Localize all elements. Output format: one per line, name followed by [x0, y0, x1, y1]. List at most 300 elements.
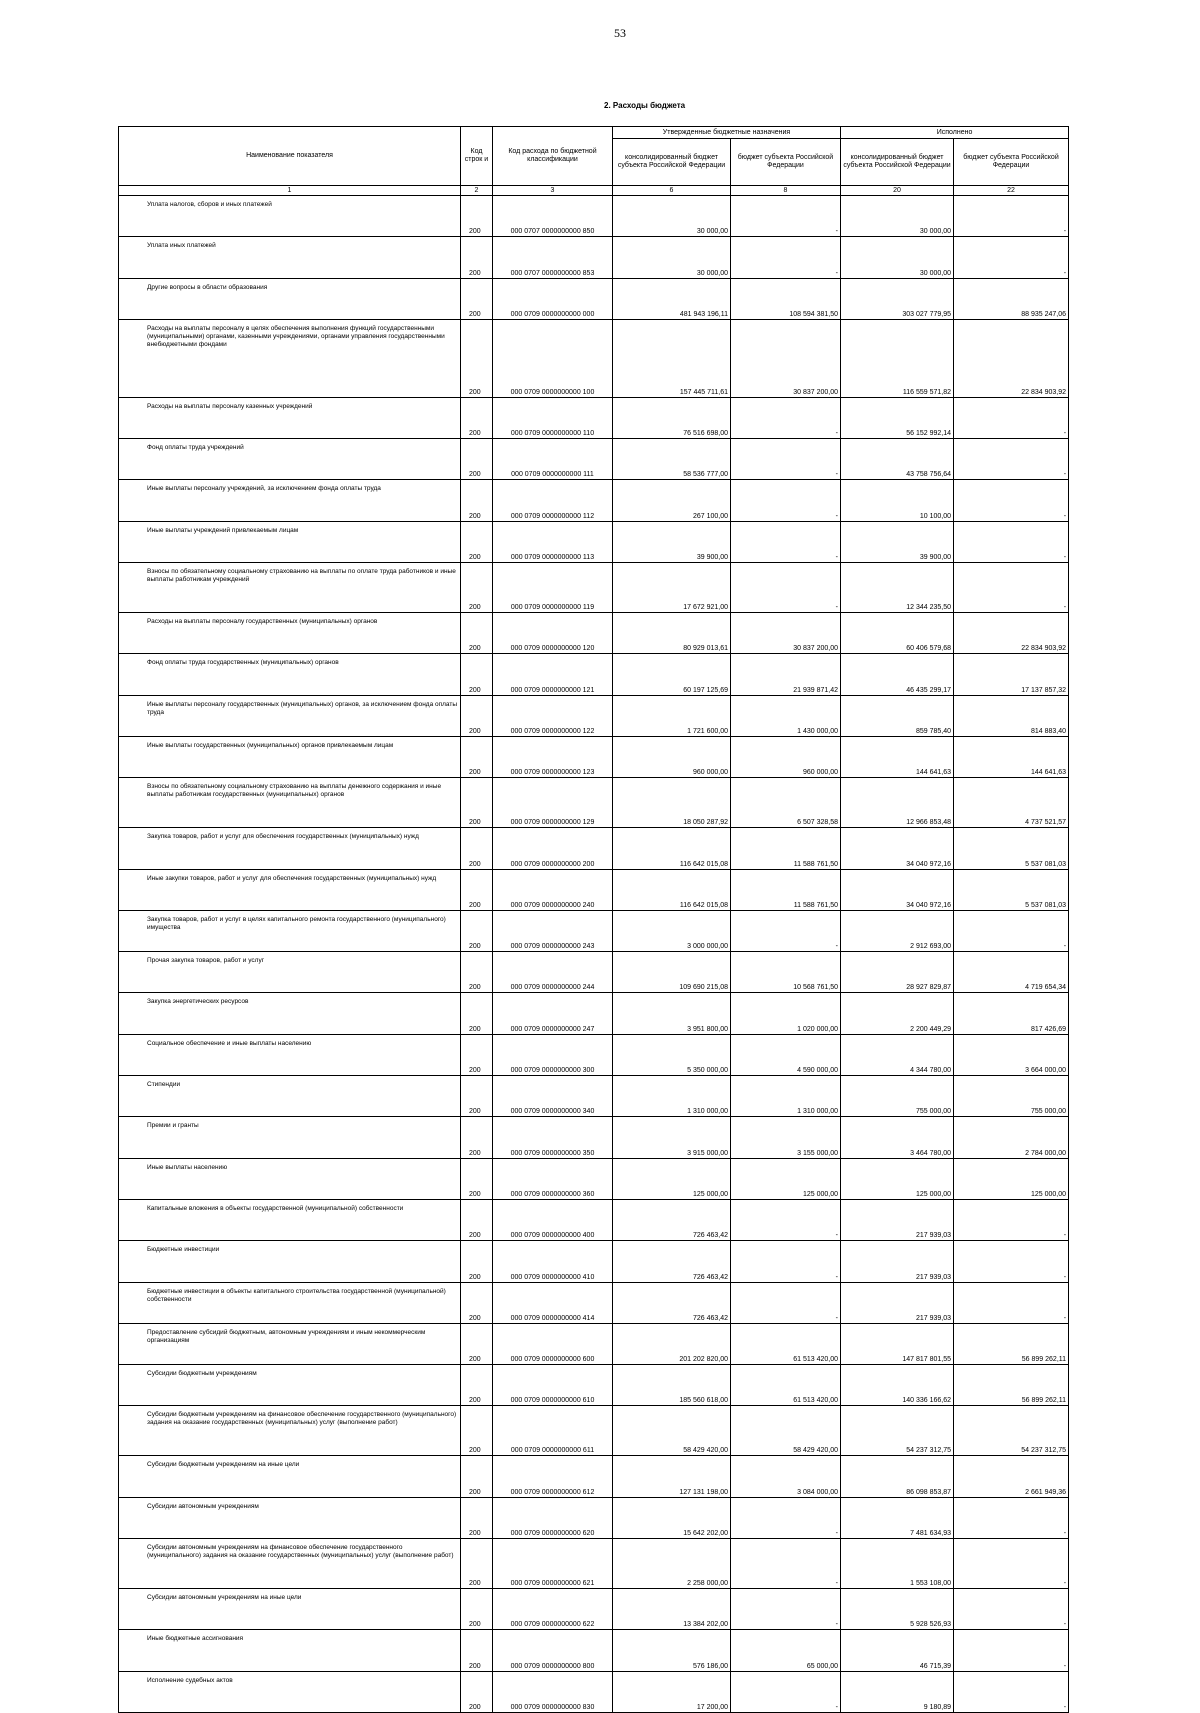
row-executed-subject: 17 137 857,32 [954, 654, 1069, 695]
row-executed-subject: 56 899 262,11 [954, 1323, 1069, 1364]
row-name: Субсидии бюджетным учреждениям на финансовое обеспечение государственного (муниципального) задания на оказание государственных (муниципальных) услуг (выполнение работ) [119, 1406, 461, 1456]
row-approved-subject: 1 020 000,00 [731, 993, 841, 1034]
header-num-2: 2 [461, 186, 493, 196]
row-line-code: 200 [461, 869, 493, 910]
table-row [119, 1497, 1069, 1538]
row-executed-subject: 817 426,69 [954, 993, 1069, 1034]
row-name: Субсидии автономным учреждениям на иные цели [119, 1589, 461, 1630]
table-row [119, 1323, 1069, 1364]
row-executed-consolidated: 2 200 449,29 [841, 993, 954, 1034]
table-row [119, 1365, 1069, 1406]
row-executed-consolidated: 9 180,89 [841, 1671, 954, 1712]
row-name: Расходы на выплаты персоналу государственных (муниципальных) органов [119, 613, 461, 654]
row-executed-subject: 4 737 521,57 [954, 778, 1069, 828]
row-approved-subject: - [731, 439, 841, 480]
row-approved-consolidated: 18 050 287,92 [613, 778, 731, 828]
row-approved-subject: 65 000,00 [731, 1630, 841, 1671]
row-executed-consolidated: 86 098 853,87 [841, 1456, 954, 1497]
row-approved-consolidated: 960 000,00 [613, 736, 731, 777]
row-executed-subject: 5 537 081,03 [954, 828, 1069, 869]
row-executed-subject: 88 935 247,06 [954, 278, 1069, 319]
row-approved-subject: - [731, 910, 841, 951]
row-executed-subject: 2 661 949,36 [954, 1456, 1069, 1497]
row-expense-code: 000 0709 0000000000 400 [493, 1199, 613, 1240]
row-executed-subject: 56 899 262,11 [954, 1365, 1069, 1406]
row-line-code: 200 [461, 1034, 493, 1075]
row-name: Закупка товаров, работ и услуг в целях капитального ремонта государственного (муниципального) имущества [119, 910, 461, 951]
table-row [119, 521, 1069, 562]
row-executed-consolidated: 859 785,40 [841, 695, 954, 736]
row-approved-subject: - [731, 563, 841, 613]
row-line-code: 200 [461, 1589, 493, 1630]
row-approved-subject: - [731, 521, 841, 562]
row-line-code: 200 [461, 654, 493, 695]
row-executed-consolidated: 28 927 829,87 [841, 952, 954, 993]
row-approved-consolidated: 127 131 198,00 [613, 1456, 731, 1497]
row-name: Субсидии бюджетным учреждениям [119, 1365, 461, 1406]
table-row [119, 1199, 1069, 1240]
header-approved-consolidated: консолидированный бюджет субъекта Российской Федерации [613, 139, 731, 186]
row-executed-subject: 5 537 081,03 [954, 869, 1069, 910]
table-row [119, 1671, 1069, 1712]
row-executed-subject: 22 834 903,92 [954, 613, 1069, 654]
row-executed-subject: - [954, 397, 1069, 438]
row-name: Иные выплаты персоналу государственных (муниципальных) органов, за исключением фонда оплаты труда [119, 695, 461, 736]
row-expense-code: 000 0709 0000000000 410 [493, 1241, 613, 1282]
row-expense-code: 000 0709 0000000000 121 [493, 654, 613, 695]
row-expense-code: 000 0709 0000000000 600 [493, 1323, 613, 1364]
row-approved-subject: 30 837 200,00 [731, 613, 841, 654]
row-name: Иные бюджетные ассигнования [119, 1630, 461, 1671]
header-num-8: 8 [731, 186, 841, 196]
row-approved-subject: 125 000,00 [731, 1158, 841, 1199]
row-approved-subject: 3 155 000,00 [731, 1117, 841, 1158]
header-expense-code: Код расхода по бюджетной классификации [493, 127, 613, 186]
row-executed-consolidated: 144 641,63 [841, 736, 954, 777]
row-executed-consolidated: 217 939,03 [841, 1199, 954, 1240]
row-executed-consolidated: 116 559 571,82 [841, 319, 954, 397]
row-name: Закупка товаров, работ и услуг для обеспечения государственных (муниципальных) нужд [119, 828, 461, 869]
table-row [119, 695, 1069, 736]
row-expense-code: 000 0709 0000000000 000 [493, 278, 613, 319]
row-expense-code: 000 0709 0000000000 123 [493, 736, 613, 777]
table-row [119, 613, 1069, 654]
row-expense-code: 000 0709 0000000000 120 [493, 613, 613, 654]
row-line-code: 200 [461, 910, 493, 951]
row-name: Социальное обеспечение и иные выплаты населению [119, 1034, 461, 1075]
row-expense-code: 000 0709 0000000000 611 [493, 1406, 613, 1456]
row-executed-consolidated: 12 966 853,48 [841, 778, 954, 828]
row-approved-consolidated: 3 000 000,00 [613, 910, 731, 951]
row-approved-consolidated: 576 186,00 [613, 1630, 731, 1671]
row-executed-subject: - [954, 1671, 1069, 1712]
row-name: Бюджетные инвестиции [119, 1241, 461, 1282]
header-num-3: 3 [493, 186, 613, 196]
row-approved-consolidated: 17 200,00 [613, 1671, 731, 1712]
row-line-code: 200 [461, 1241, 493, 1282]
row-executed-consolidated: 303 027 779,95 [841, 278, 954, 319]
row-approved-consolidated: 17 672 921,00 [613, 563, 731, 613]
row-name: Другие вопросы в области образования [119, 278, 461, 319]
table-row [119, 439, 1069, 480]
row-expense-code: 000 0709 0000000000 112 [493, 480, 613, 521]
row-executed-consolidated: 3 464 780,00 [841, 1117, 954, 1158]
row-name: Фонд оплаты труда учреждений [119, 439, 461, 480]
row-approved-consolidated: 58 536 777,00 [613, 439, 731, 480]
row-expense-code: 000 0709 0000000000 113 [493, 521, 613, 562]
row-approved-consolidated: 58 429 420,00 [613, 1406, 731, 1456]
row-name: Иные выплаты населению [119, 1158, 461, 1199]
header-num-20: 20 [841, 186, 954, 196]
row-approved-consolidated: 267 100,00 [613, 480, 731, 521]
row-executed-subject: - [954, 521, 1069, 562]
row-expense-code: 000 0707 0000000000 853 [493, 237, 613, 278]
row-approved-subject: 58 429 420,00 [731, 1406, 841, 1456]
row-executed-subject: 54 237 312,75 [954, 1406, 1069, 1456]
row-expense-code: 000 0709 0000000000 122 [493, 695, 613, 736]
row-approved-consolidated: 116 642 015,08 [613, 869, 731, 910]
section-title: 2. Расходы бюджета [604, 101, 686, 110]
row-executed-consolidated: 10 100,00 [841, 480, 954, 521]
row-line-code: 200 [461, 1323, 493, 1364]
table-row [119, 278, 1069, 319]
row-approved-subject: - [731, 1671, 841, 1712]
row-executed-subject: - [954, 1497, 1069, 1538]
row-executed-subject: - [954, 480, 1069, 521]
row-executed-subject: 125 000,00 [954, 1158, 1069, 1199]
row-expense-code: 000 0709 0000000000 110 [493, 397, 613, 438]
row-line-code: 200 [461, 1630, 493, 1671]
table-row [119, 1539, 1069, 1589]
row-expense-code: 000 0709 0000000000 244 [493, 952, 613, 993]
row-name: Премии и гранты [119, 1117, 461, 1158]
row-name: Иные выплаты персоналу учреждений, за исключением фонда оплаты труда [119, 480, 461, 521]
row-line-code: 200 [461, 196, 493, 237]
table-row [119, 1630, 1069, 1671]
row-approved-subject: - [731, 1589, 841, 1630]
row-approved-subject: 960 000,00 [731, 736, 841, 777]
row-expense-code: 000 0709 0000000000 610 [493, 1365, 613, 1406]
row-executed-subject: - [954, 563, 1069, 613]
header-num-6: 6 [613, 186, 731, 196]
row-approved-subject: 11 588 761,50 [731, 828, 841, 869]
row-executed-consolidated: 60 406 579,68 [841, 613, 954, 654]
row-approved-consolidated: 2 258 000,00 [613, 1539, 731, 1589]
table-row [119, 319, 1069, 397]
row-executed-consolidated: 125 000,00 [841, 1158, 954, 1199]
row-line-code: 200 [461, 828, 493, 869]
row-executed-consolidated: 1 553 108,00 [841, 1539, 954, 1589]
row-approved-subject: 108 594 381,50 [731, 278, 841, 319]
row-name: Прочая закупка товаров, работ и услуг [119, 952, 461, 993]
row-expense-code: 000 0709 0000000000 340 [493, 1076, 613, 1117]
row-executed-subject: - [954, 1241, 1069, 1282]
row-expense-code: 000 0709 0000000000 620 [493, 1497, 613, 1538]
table-row [119, 736, 1069, 777]
row-executed-consolidated: 12 344 235,50 [841, 563, 954, 613]
row-name: Расходы на выплаты персоналу казенных учреждений [119, 397, 461, 438]
row-executed-consolidated: 217 939,03 [841, 1241, 954, 1282]
row-approved-consolidated: 116 642 015,08 [613, 828, 731, 869]
row-executed-consolidated: 34 040 972,16 [841, 828, 954, 869]
row-approved-subject: 6 507 328,58 [731, 778, 841, 828]
row-line-code: 200 [461, 1365, 493, 1406]
row-expense-code: 000 0709 0000000000 240 [493, 869, 613, 910]
row-line-code: 200 [461, 278, 493, 319]
row-executed-subject: - [954, 910, 1069, 951]
row-expense-code: 000 0709 0000000000 200 [493, 828, 613, 869]
row-executed-subject: - [954, 1199, 1069, 1240]
row-approved-consolidated: 30 000,00 [613, 196, 731, 237]
row-executed-subject: - [954, 439, 1069, 480]
row-approved-consolidated: 80 929 013,61 [613, 613, 731, 654]
row-executed-subject: 3 664 000,00 [954, 1034, 1069, 1075]
row-expense-code: 000 0709 0000000000 247 [493, 993, 613, 1034]
row-approved-consolidated: 726 463,42 [613, 1282, 731, 1323]
row-line-code: 200 [461, 695, 493, 736]
row-approved-subject: 61 513 420,00 [731, 1365, 841, 1406]
table-body [119, 196, 1069, 1713]
row-expense-code: 000 0709 0000000000 300 [493, 1034, 613, 1075]
table-row [119, 1158, 1069, 1199]
table-row [119, 1034, 1069, 1075]
row-line-code: 200 [461, 521, 493, 562]
row-executed-consolidated: 147 817 801,55 [841, 1323, 954, 1364]
row-executed-consolidated: 140 336 166,62 [841, 1365, 954, 1406]
table-row [119, 480, 1069, 521]
row-approved-consolidated: 76 516 698,00 [613, 397, 731, 438]
row-approved-subject: 1 310 000,00 [731, 1076, 841, 1117]
row-approved-subject: 3 084 000,00 [731, 1456, 841, 1497]
row-approved-subject: 30 837 200,00 [731, 319, 841, 397]
row-executed-subject: - [954, 1282, 1069, 1323]
row-approved-consolidated: 726 463,42 [613, 1241, 731, 1282]
table-row [119, 1589, 1069, 1630]
row-executed-subject: - [954, 1589, 1069, 1630]
row-approved-subject: 10 568 761,50 [731, 952, 841, 993]
row-executed-consolidated: 2 912 693,00 [841, 910, 954, 951]
row-approved-consolidated: 3 915 000,00 [613, 1117, 731, 1158]
row-line-code: 200 [461, 613, 493, 654]
row-approved-consolidated: 39 900,00 [613, 521, 731, 562]
row-executed-consolidated: 7 481 634,93 [841, 1497, 954, 1538]
row-line-code: 200 [461, 237, 493, 278]
row-name: Предоставление субсидий бюджетным, автономным учреждениям и иным некоммерческим организациям [119, 1323, 461, 1364]
table-row [119, 1241, 1069, 1282]
row-line-code: 200 [461, 319, 493, 397]
row-name: Исполнение судебных актов [119, 1671, 461, 1712]
row-name: Иные выплаты государственных (муниципальных) органов привлекаемым лицам [119, 736, 461, 777]
row-name: Бюджетные инвестиции в объекты капитального строительства государственной (муниципальной) собственности [119, 1282, 461, 1323]
row-executed-consolidated: 56 152 992,14 [841, 397, 954, 438]
row-executed-subject: - [954, 1539, 1069, 1589]
row-executed-consolidated: 46 435 299,17 [841, 654, 954, 695]
row-name: Иные закупки товаров, работ и услуг для обеспечения государственных (муниципальных) нужд [119, 869, 461, 910]
row-expense-code: 000 0709 0000000000 612 [493, 1456, 613, 1497]
page-number: 53 [614, 26, 626, 40]
row-name: Субсидии автономным учреждениям на финансовое обеспечение государственного (муниципального) задания на оказание государственных (муниципальных) услуг (выполнение работ) [119, 1539, 461, 1589]
row-line-code: 200 [461, 1539, 493, 1589]
row-line-code: 200 [461, 1456, 493, 1497]
row-approved-subject: 11 588 761,50 [731, 869, 841, 910]
row-line-code: 200 [461, 563, 493, 613]
row-executed-consolidated: 30 000,00 [841, 237, 954, 278]
row-name: Уплата иных платежей [119, 237, 461, 278]
row-name: Фонд оплаты труда государственных (муниципальных) органов [119, 654, 461, 695]
row-expense-code: 000 0707 0000000000 850 [493, 196, 613, 237]
row-approved-consolidated: 3 951 800,00 [613, 993, 731, 1034]
row-approved-consolidated: 125 000,00 [613, 1158, 731, 1199]
row-name: Субсидии бюджетным учреждениям на иные цели [119, 1456, 461, 1497]
row-expense-code: 000 0709 0000000000 100 [493, 319, 613, 397]
row-executed-subject: 814 883,40 [954, 695, 1069, 736]
row-executed-consolidated: 217 939,03 [841, 1282, 954, 1323]
table-row [119, 397, 1069, 438]
row-approved-subject: - [731, 196, 841, 237]
header-approved-subject: бюджет субъекта Российской Федерации [731, 139, 841, 186]
row-approved-consolidated: 1 721 600,00 [613, 695, 731, 736]
row-line-code: 200 [461, 1158, 493, 1199]
row-line-code: 200 [461, 736, 493, 777]
table-row [119, 237, 1069, 278]
row-line-code: 200 [461, 1076, 493, 1117]
row-approved-subject: 1 430 000,00 [731, 695, 841, 736]
row-approved-consolidated: 30 000,00 [613, 237, 731, 278]
row-line-code: 200 [461, 397, 493, 438]
table-row [119, 828, 1069, 869]
row-approved-consolidated: 15 642 202,00 [613, 1497, 731, 1538]
row-approved-subject: - [731, 1241, 841, 1282]
row-executed-subject: - [954, 1630, 1069, 1671]
row-line-code: 200 [461, 952, 493, 993]
row-executed-consolidated: 30 000,00 [841, 196, 954, 237]
table-row [119, 869, 1069, 910]
table-row [119, 563, 1069, 613]
row-line-code: 200 [461, 1199, 493, 1240]
row-name: Иные выплаты учреждений привлекаемым лицам [119, 521, 461, 562]
table-row [119, 1076, 1069, 1117]
row-executed-subject: 2 784 000,00 [954, 1117, 1069, 1158]
row-line-code: 200 [461, 993, 493, 1034]
row-expense-code: 000 0709 0000000000 111 [493, 439, 613, 480]
header-executed-consolidated: консолидированный бюджет субъекта Российской Федерации [841, 139, 954, 186]
row-executed-consolidated: 46 715,39 [841, 1630, 954, 1671]
row-approved-subject: - [731, 237, 841, 278]
row-executed-subject: - [954, 237, 1069, 278]
row-executed-subject: 755 000,00 [954, 1076, 1069, 1117]
row-approved-subject: 61 513 420,00 [731, 1323, 841, 1364]
header-executed: Исполнено [841, 127, 1069, 139]
row-executed-consolidated: 4 344 780,00 [841, 1034, 954, 1075]
row-approved-consolidated: 109 690 215,08 [613, 952, 731, 993]
row-approved-consolidated: 185 560 618,00 [613, 1365, 731, 1406]
row-executed-subject: 144 641,63 [954, 736, 1069, 777]
table-row [119, 1282, 1069, 1323]
row-name: Стипендии [119, 1076, 461, 1117]
row-approved-subject: 21 939 871,42 [731, 654, 841, 695]
row-approved-subject: - [731, 1497, 841, 1538]
row-approved-subject: - [731, 1282, 841, 1323]
table-row [119, 993, 1069, 1034]
row-approved-subject: - [731, 480, 841, 521]
header-num-22: 22 [954, 186, 1069, 196]
row-expense-code: 000 0709 0000000000 350 [493, 1117, 613, 1158]
row-executed-consolidated: 43 758 756,64 [841, 439, 954, 480]
row-expense-code: 000 0709 0000000000 800 [493, 1630, 613, 1671]
table-row [119, 778, 1069, 828]
row-name: Расходы на выплаты персоналу в целях обеспечения выполнения функций государственными (муниципальными) органами, казенными учреждениями, органами управления государственными внебюджетными фондами [119, 319, 461, 397]
row-executed-consolidated: 54 237 312,75 [841, 1406, 954, 1456]
row-name: Капитальные вложения в объекты государственной (муниципальной) собственности [119, 1199, 461, 1240]
row-line-code: 200 [461, 1282, 493, 1323]
row-line-code: 200 [461, 1671, 493, 1712]
row-approved-consolidated: 13 384 202,00 [613, 1589, 731, 1630]
table-row [119, 654, 1069, 695]
row-expense-code: 000 0709 0000000000 830 [493, 1671, 613, 1712]
row-expense-code: 000 0709 0000000000 129 [493, 778, 613, 828]
row-approved-consolidated: 481 943 196,11 [613, 278, 731, 319]
row-name: Уплата налогов, сборов и иных платежей [119, 196, 461, 237]
table-row [119, 910, 1069, 951]
row-line-code: 200 [461, 1497, 493, 1538]
row-approved-consolidated: 157 445 711,61 [613, 319, 731, 397]
expenses-table [118, 126, 1069, 1713]
row-executed-consolidated: 34 040 972,16 [841, 869, 954, 910]
table-row [119, 196, 1069, 237]
header-line-code: Код строк и [461, 127, 493, 186]
table-row [119, 1406, 1069, 1456]
row-approved-subject: 4 590 000,00 [731, 1034, 841, 1075]
row-approved-consolidated: 5 350 000,00 [613, 1034, 731, 1075]
row-approved-consolidated: 726 463,42 [613, 1199, 731, 1240]
row-executed-subject: - [954, 196, 1069, 237]
row-executed-consolidated: 39 900,00 [841, 521, 954, 562]
row-line-code: 200 [461, 439, 493, 480]
table-row [119, 952, 1069, 993]
row-approved-subject: - [731, 1539, 841, 1589]
header-name: Наименование показателя [119, 127, 461, 186]
row-line-code: 200 [461, 480, 493, 521]
header-executed-subject: бюджет субъекта Российской Федерации [954, 139, 1069, 186]
row-line-code: 200 [461, 778, 493, 828]
row-name: Субсидии автономным учреждениям [119, 1497, 461, 1538]
row-approved-consolidated: 1 310 000,00 [613, 1076, 731, 1117]
row-expense-code: 000 0709 0000000000 243 [493, 910, 613, 951]
row-expense-code: 000 0709 0000000000 622 [493, 1589, 613, 1630]
row-executed-consolidated: 755 000,00 [841, 1076, 954, 1117]
table-row [119, 1456, 1069, 1497]
row-executed-subject: 4 719 654,34 [954, 952, 1069, 993]
row-name: Взносы по обязательному социальному страхованию на выплаты денежного содержания и иные выплаты работникам государственных (муниципальных) органов [119, 778, 461, 828]
row-name: Взносы по обязательному социальному страхованию на выплаты по оплате труда работников и иные выплаты работникам учреждений [119, 563, 461, 613]
row-approved-subject: - [731, 1199, 841, 1240]
row-executed-subject: 22 834 903,92 [954, 319, 1069, 397]
row-expense-code: 000 0709 0000000000 119 [493, 563, 613, 613]
row-executed-consolidated: 5 928 526,93 [841, 1589, 954, 1630]
row-approved-consolidated: 201 202 820,00 [613, 1323, 731, 1364]
row-line-code: 200 [461, 1406, 493, 1456]
row-line-code: 200 [461, 1117, 493, 1158]
row-approved-consolidated: 60 197 125,69 [613, 654, 731, 695]
header-num-1: 1 [119, 186, 461, 196]
row-expense-code: 000 0709 0000000000 414 [493, 1282, 613, 1323]
row-expense-code: 000 0709 0000000000 621 [493, 1539, 613, 1589]
header-approved: Утвержденные бюджетные назначения [613, 127, 841, 139]
row-name: Закупка энергетических ресурсов [119, 993, 461, 1034]
table-row [119, 1117, 1069, 1158]
row-approved-subject: - [731, 397, 841, 438]
row-expense-code: 000 0709 0000000000 360 [493, 1158, 613, 1199]
